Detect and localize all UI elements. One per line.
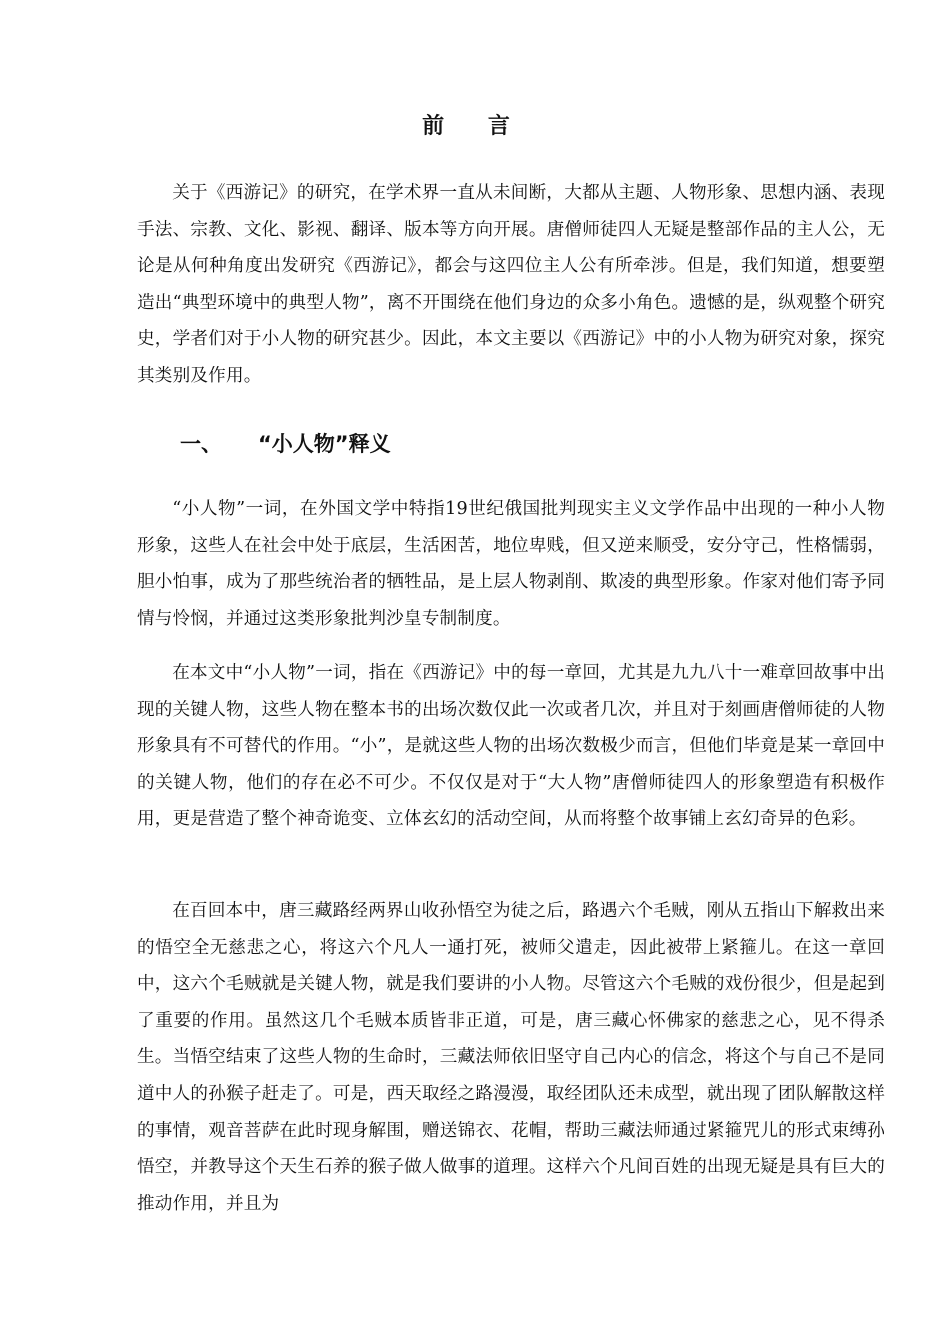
section-paragraph: “小人物”一词，在外国文学中特指19世纪俄国批判现实主义文学作品中出现的一种小人物形象，这些人在社会中处于底层，生活困苦，地位卑贱，但又逆来顺受，安分守己，性格懦弱，胆小怕事，成为了那些统治者的牺牲品，是上层人物剥削、欺凌的典型形象。作家对他们寄予同情与怜悯，并通过这类形象批判沙皇专制制度。 bbox=[137, 499, 885, 629]
section-paragraph: 在百回本中，唐三藏路经两界山收孙悟空为徒之后，路遇六个毛贼，刚从五指山下解救出来的悟空全无慈悲之心，将这六个凡人一通打死，被师父遣走，因此被带上紧箍儿。在这一章回中，这六个毛贼就是关键人物，就是我们要讲的小人物。尽管这六个毛贼的戏份很少，但是起到了重要的作用。虽然这几个毛贼本质皆非正道，可是，唐三藏心怀佛家的慈悲之心，见不得杀生。当悟空结束了这些人物的生命时，三藏法师依旧坚守自己内心的信念，将这个与自己不是同道中人的孙猴子赶走了。可是，西天取经之路漫漫，取经团队还未成型，就出现了团队解散这样的事情，观音菩萨在此时现身解围，赠送锦衣、花帽，帮助三藏法师通过紧箍咒儿的形式束缚孙悟空，并教导这个天生石养的猴子做人做事的道理。这样六个凡间百姓的出现无疑是具有巨大的推动作用，并且为 bbox=[137, 901, 885, 1214]
preface-paragraph: 关于《西游记》的研究，在学术界一直从未间断，大都从主题、人物形象、思想内涵、表现手法、宗教、文化、影视、翻译、版本等方向开展。唐僧师徒四人无疑是整部作品的主人公，无论是从何种角度出发研究《西游记》，都会与这四位主人公有所牵涉。但是，我们知道，想要塑造出“典型环境中的典型人物”，离不开围绕在他们身边的众多小角色。遗憾的是，纵观整个研究史，学者们对于小人物的研究甚少。因此，本文主要以《西游记》中的小人物为研究对象，探究其类别及作用。 bbox=[137, 183, 885, 386]
section-title: “小人物”释义 bbox=[258, 432, 391, 456]
section-number: 一、 bbox=[180, 432, 222, 456]
section-paragraph-3-block bbox=[137, 893, 885, 1222]
section-paragraph-2-block bbox=[137, 655, 885, 838]
section-paragraph: 在本文中“小人物”一词，指在《西游记》中的每一章回，尤其是九九八十一难章回故事中出现的关键人物，这些人物在整本书的出场次数仅此一次或者几次，并且对于刻画唐僧师徒的人物形象具有不可替代的作用。“小”，是就这些人物的出场次数极少而言，但他们毕竟是某一章回中的关键人物，他们的存在必不可少。不仅仅是对于“大人物”唐僧师徒四人的形象塑造有积极作用，更是营造了整个神奇诡变、立体玄幻的活动空间，从而将整个故事铺上玄幻奇异的色彩。 bbox=[137, 663, 885, 830]
preface-body bbox=[137, 175, 885, 395]
section-paragraph-1-block bbox=[137, 491, 885, 637]
preface-title: 前 言 bbox=[422, 114, 528, 139]
section-heading bbox=[180, 426, 391, 462]
